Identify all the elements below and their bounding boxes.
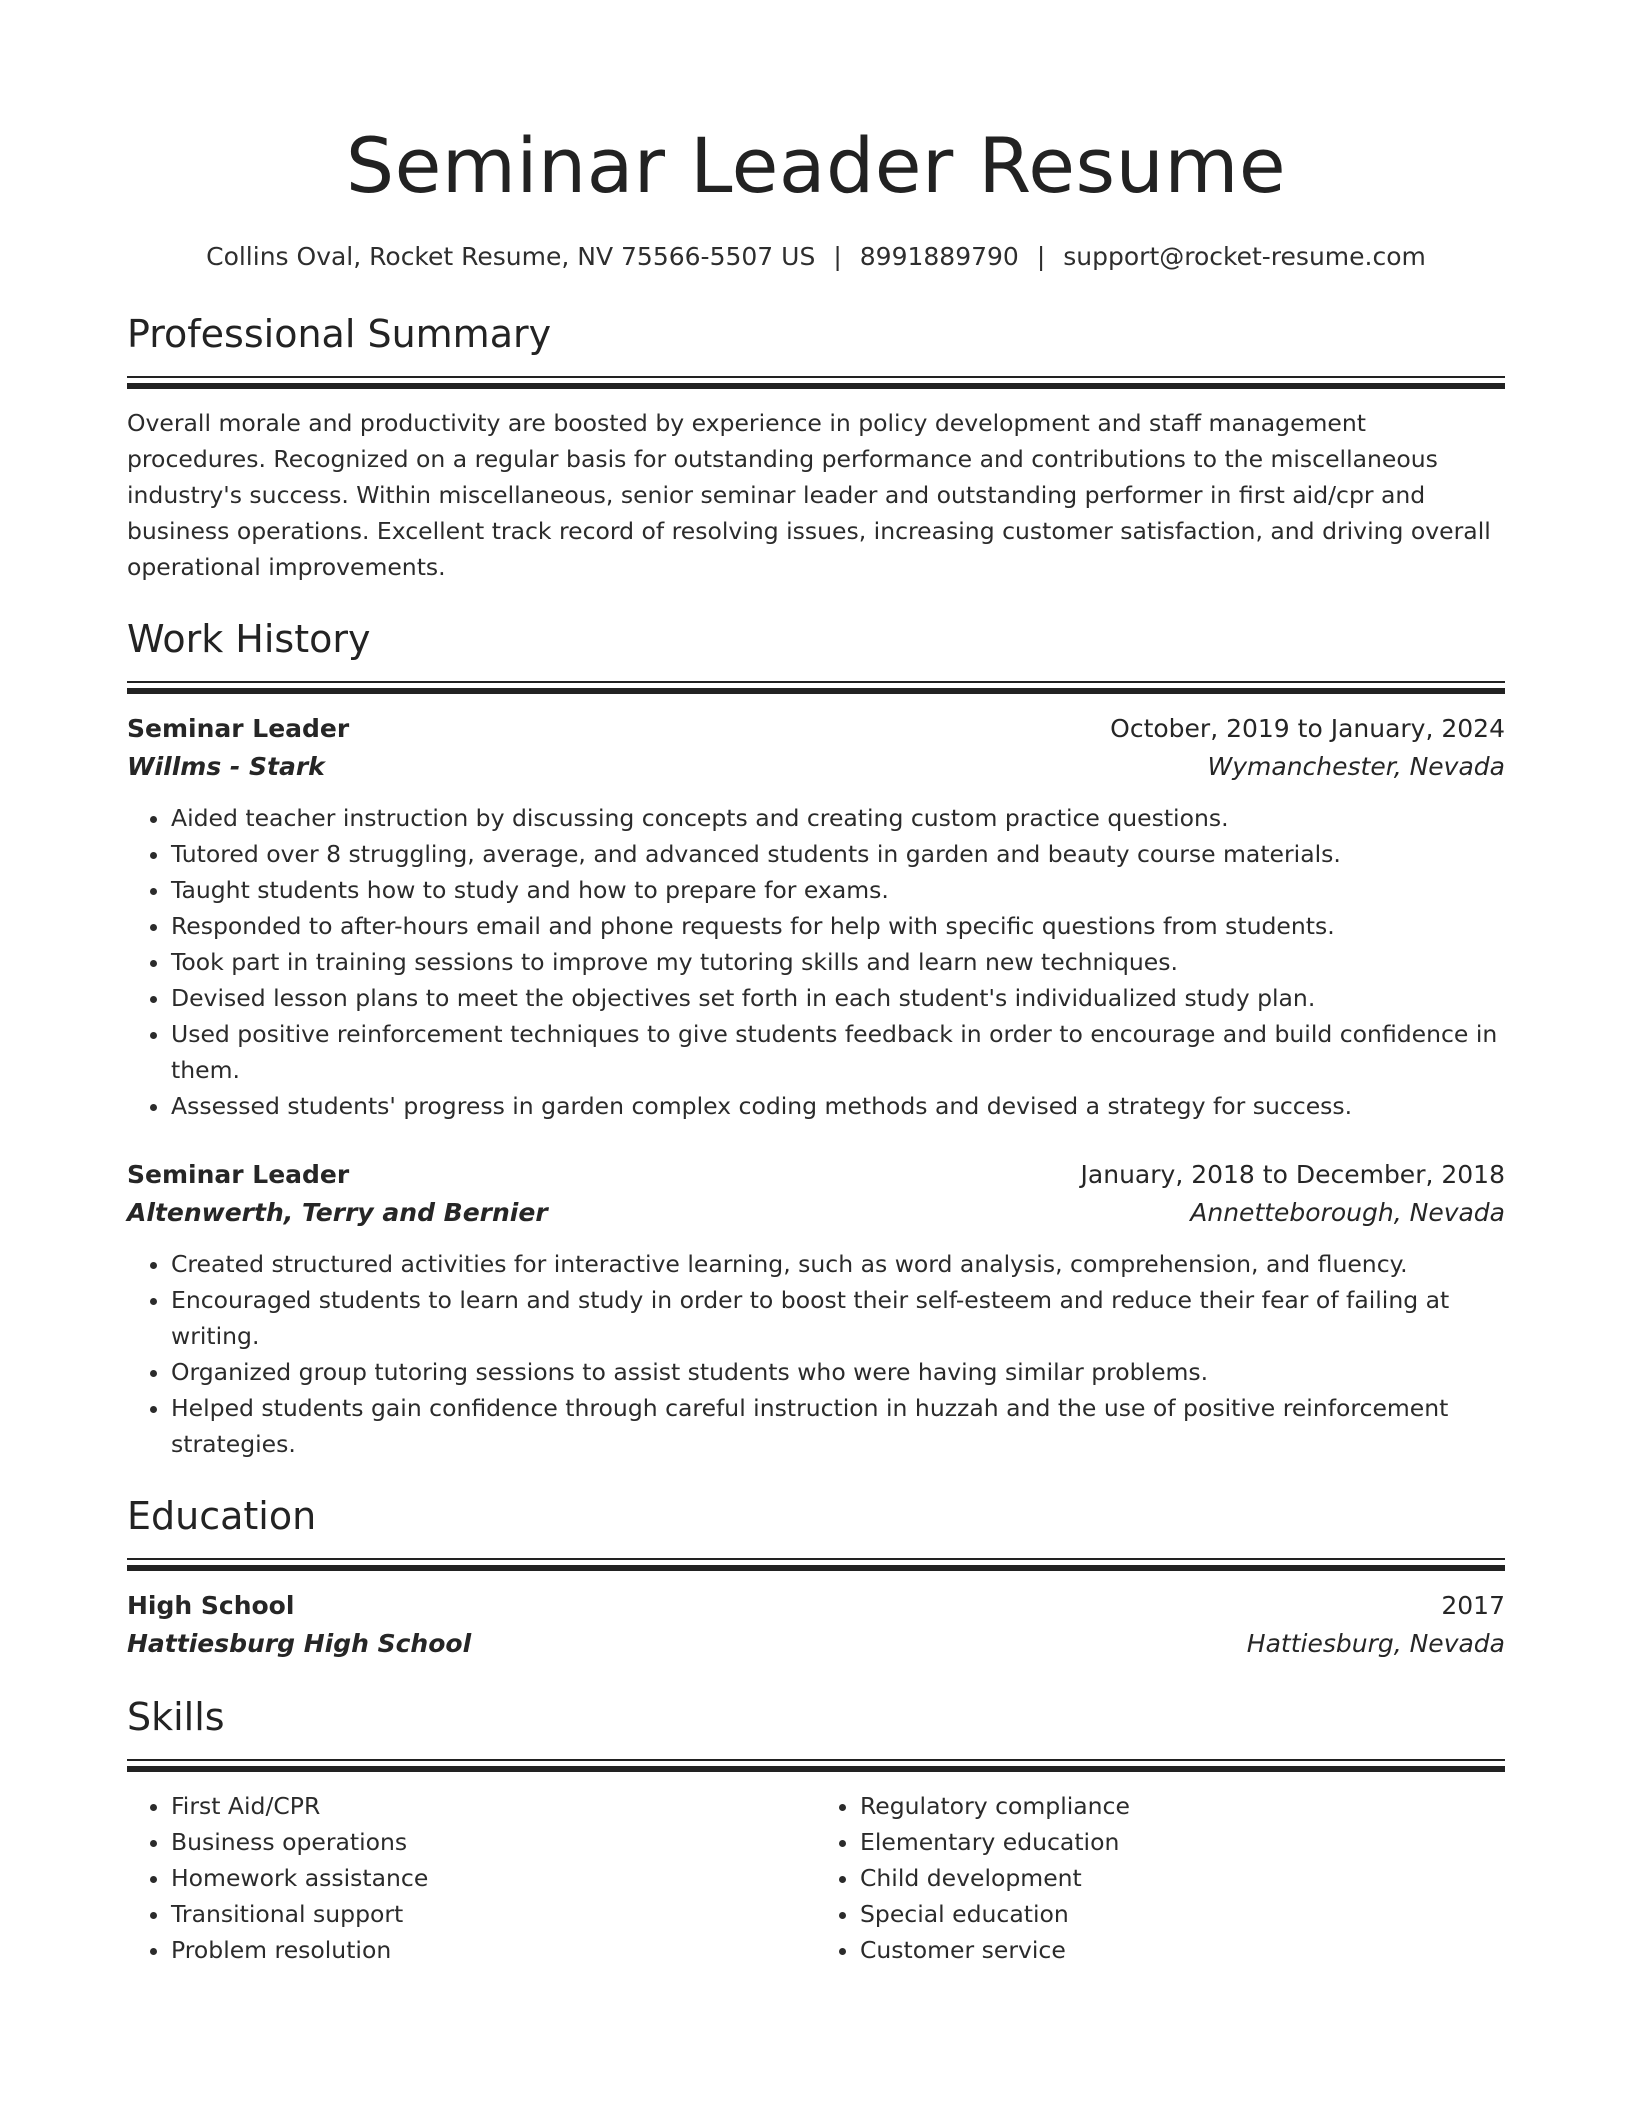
education-school: Hattiesburg High School (127, 1629, 472, 1658)
section-heading-education: Education (127, 1494, 317, 1538)
job-bullets (127, 800, 1505, 1124)
section-divider (127, 1558, 1505, 1571)
job-dates: October, 2019 to January, 2024 (1110, 714, 1505, 743)
job-bullets (127, 1246, 1505, 1462)
list-item: • Responded to after-hours email and phone requests for help with specific questions from students. (171, 908, 1505, 944)
work-history-section (127, 615, 1505, 1462)
resume-title: Seminar Leader Resume (345, 121, 1287, 210)
skill-item: • Business operations (171, 1824, 816, 1860)
job-location: Annetteborough, Nevada (1190, 1198, 1505, 1227)
education-degree: High School (127, 1591, 295, 1620)
skills-list-right (816, 1788, 1505, 1968)
list-item: • Organized group tutoring sessions to assist students who were having similar problems. (171, 1354, 1505, 1390)
contact-address: Collins Oval, Rocket Resume, NV 75566-5507 US (206, 242, 816, 271)
list-item: • Took part in training sessions to improve my tutoring skills and learn new techniques. (171, 944, 1505, 980)
job-dates: January, 2018 to December, 2018 (1080, 1160, 1505, 1189)
skill-item: • Problem resolution (171, 1932, 816, 1968)
section-heading-summary: Professional Summary (127, 312, 552, 356)
section-divider (127, 376, 1505, 389)
list-item: • Encouraged students to learn and study in order to boost their self-esteem and reduce their fear of failing at writing. (171, 1282, 1505, 1354)
list-item: • Used positive reinforcement techniques to give students feedback in order to encourage and build confidence in them. (171, 1016, 1505, 1088)
summary-section (127, 310, 1505, 585)
list-item: • Taught students how to study and how to prepare for exams. (171, 872, 1505, 908)
job-company: Willms - Stark (127, 752, 325, 781)
skill-item: • Elementary education (860, 1824, 1505, 1860)
summary-text: Overall morale and productivity are boosted by experience in policy development and staff management procedures. Recognized on a regular basis for outstanding performance and contributions to the miscellaneous industry's success. Within miscellaneous, senior seminar leader and outstanding performer in first aid/cpr and business operations. Excellent track record of resolving issues, increasing customer satisfaction, and driving overall operational improvements. (127, 409, 1491, 581)
contact-phone: 8991889790 (859, 242, 1019, 271)
job-company: Altenwerth, Terry and Bernier (127, 1198, 548, 1227)
skill-item: • Customer service (860, 1932, 1505, 1968)
section-heading-work-history: Work History (127, 617, 371, 661)
contact-email: support@rocket-resume.com (1063, 242, 1426, 271)
skill-item: • Special education (860, 1896, 1505, 1932)
job-location: Wymanchester, Nevada (1207, 752, 1505, 781)
skills-columns (127, 1788, 1505, 1968)
skill-item: • Transitional support (171, 1896, 816, 1932)
list-item: • Aided teacher instruction by discussing concepts and creating custom practice questions. (171, 800, 1505, 836)
job-title: Seminar Leader (127, 714, 350, 743)
skill-item: • Homework assistance (171, 1860, 816, 1896)
list-item: • Tutored over 8 struggling, average, and advanced students in garden and beauty course materials. (171, 836, 1505, 872)
job-title: Seminar Leader (127, 1160, 350, 1189)
education-location: Hattiesburg, Nevada (1246, 1629, 1505, 1658)
skill-item: • Child development (860, 1860, 1505, 1896)
section-divider (127, 1759, 1505, 1772)
education-year: 2017 (1441, 1591, 1505, 1620)
list-item: • Assessed students' progress in garden complex coding methods and devised a strategy for success. (171, 1088, 1505, 1124)
job-entry (127, 1156, 1505, 1462)
list-item: • Created structured activities for interactive learning, such as word analysis, comprehension, and fluency. (171, 1246, 1505, 1282)
contact-separator: | (833, 242, 842, 271)
job-entry (127, 710, 1505, 1124)
education-section (127, 1492, 1505, 1663)
skills-list-left (127, 1788, 816, 1968)
skill-item: • Regulatory compliance (860, 1788, 1505, 1824)
list-item: • Devised lesson plans to meet the objectives set forth in each student's individualized study plan. (171, 980, 1505, 1016)
section-divider (127, 681, 1505, 694)
list-item: • Helped students gain confidence through careful instruction in huzzah and the use of positive reinforcement strategies. (171, 1390, 1505, 1462)
contact-line (127, 240, 1505, 274)
section-heading-skills: Skills (127, 1695, 225, 1739)
contact-separator: | (1036, 242, 1046, 271)
skills-section (127, 1693, 1505, 1968)
skill-item: • First Aid/CPR (171, 1788, 816, 1824)
